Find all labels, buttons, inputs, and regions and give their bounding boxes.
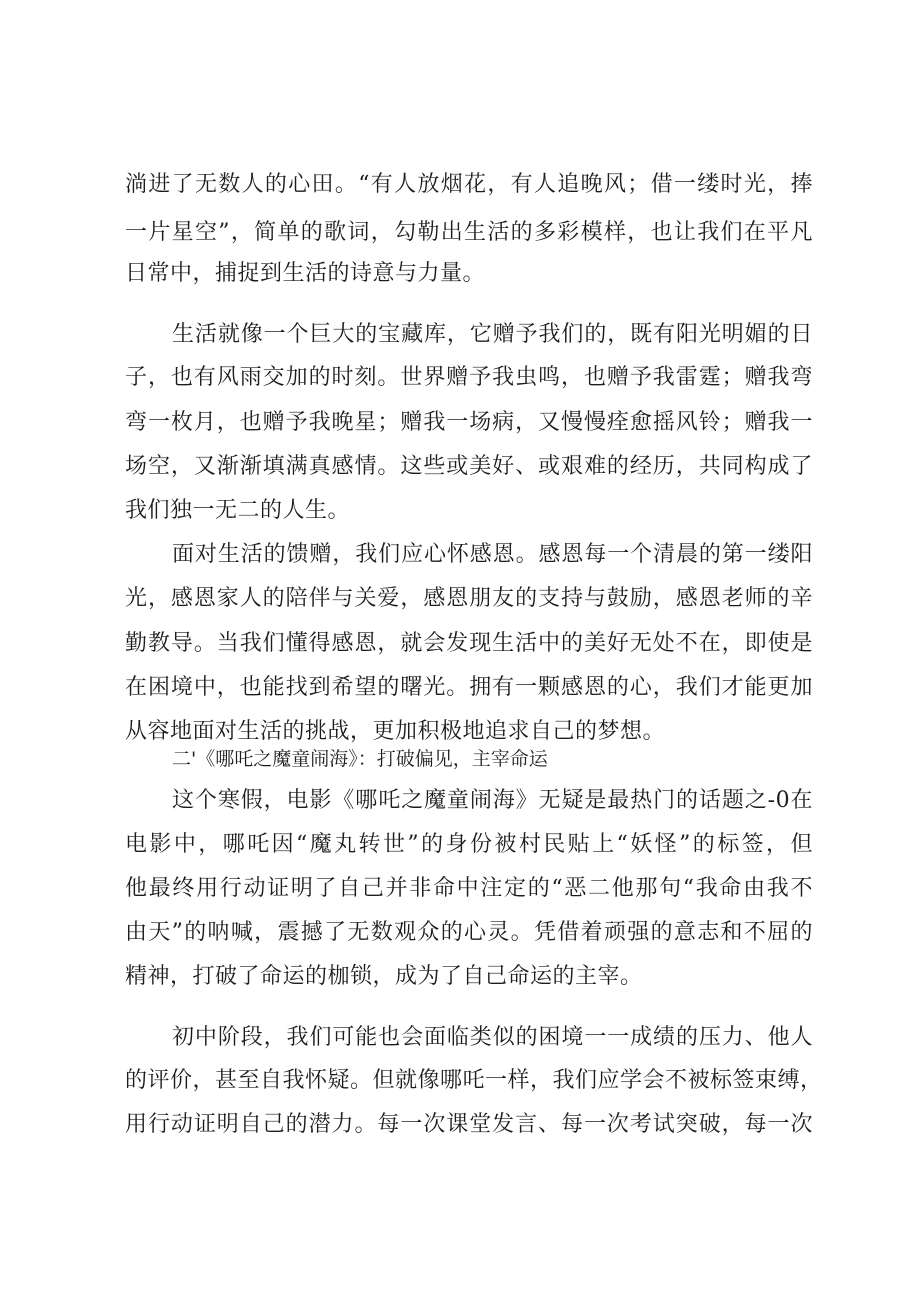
- paragraph-4-line-2: 电影中，哪吒因“魔丸转世”的身份被村民贴上“妖怪”的标签，但: [125, 832, 813, 857]
- paragraph-4-line-3: 他最终用行动证明了自己并非命中注定的“恶二他那句“我命由我不: [125, 876, 813, 901]
- paragraph-1-line-3: 日常中，捕捉到生活的诗意与力量。: [125, 261, 486, 286]
- paragraph-2-line-3: 弯一枚月，也赠予我晚星；赠我一场病，又慢慢痊愈摇风铃；赠我一: [125, 410, 813, 435]
- paragraph-2-line-4: 场空，又渐渐填满真感情。这些或美好、或艰难的经历，共同构成了: [125, 454, 813, 479]
- paragraph-3-line-1: 面对生活的馈赠，我们应心怀感恩。感恩每一个清晨的第一缕阳: [172, 542, 813, 567]
- paragraph-3-line-3: 勤教导。当我们懂得感恩，就会发现生活中的美好无处不在，即使是: [125, 631, 813, 656]
- paragraph-1-line-1: 淌进了无数人的心田。“有人放烟花，有人追晚风；借一缕时光，捧: [125, 172, 813, 197]
- paragraph-3-line-2: 光，感恩家人的陪伴与关爱，感恩朋友的支持与鼓励，感恩老师的辛: [125, 586, 813, 611]
- paragraph-2-line-1: 生活就像一个巨大的宝藏库，它赠予我们的，既有阳光明媚的日: [172, 322, 813, 347]
- paragraph-5-line-3: 用行动证明自己的潜力。每一次课堂发言、每一次考试突破，每一次: [125, 1112, 813, 1137]
- paragraph-4-line-1: 这个寒假，电影《哪吒之魔童闹海》无疑是最热门的话题之-0在: [172, 788, 813, 813]
- section-heading: 二'《哪吒之魔童闹海》：打破偏见，主宰命运: [172, 748, 548, 770]
- paragraph-2-line-2: 子，也有风雨交加的时刻。世界赠予我虫鸣，也赠予我雷霆；赠我弯: [125, 365, 813, 390]
- paragraph-2-line-5: 我们独一无二的人生。: [125, 498, 351, 523]
- paragraph-3-line-5: 从容地面对生活的挑战，更加积极地追求自己的梦想。: [125, 719, 666, 744]
- paragraph-5-line-2: 的评价，甚至自我怀疑。但就像哪吒一样，我们应学会不被标签束缚，: [125, 1068, 823, 1093]
- paragraph-3-line-4: 在困境中，也能找到希望的曙光。拥有一颗感恩的心，我们才能更加: [125, 675, 813, 700]
- paragraph-5-line-1: 初中阶段，我们可能也会面临类似的困境一一成绩的压力、他人: [172, 1025, 813, 1050]
- paragraph-1-line-2: 一片星空”，简单的歌词，勾勒出生活的多彩模样，也让我们在平凡: [125, 220, 813, 245]
- paragraph-4-line-4: 由天”的呐喊，震撼了无数观众的心灵。凭借着顽强的意志和不屈的: [125, 920, 813, 945]
- paragraph-4-line-5: 精神，打破了命运的枷锁，成为了自己命运的主宰。: [125, 964, 643, 989]
